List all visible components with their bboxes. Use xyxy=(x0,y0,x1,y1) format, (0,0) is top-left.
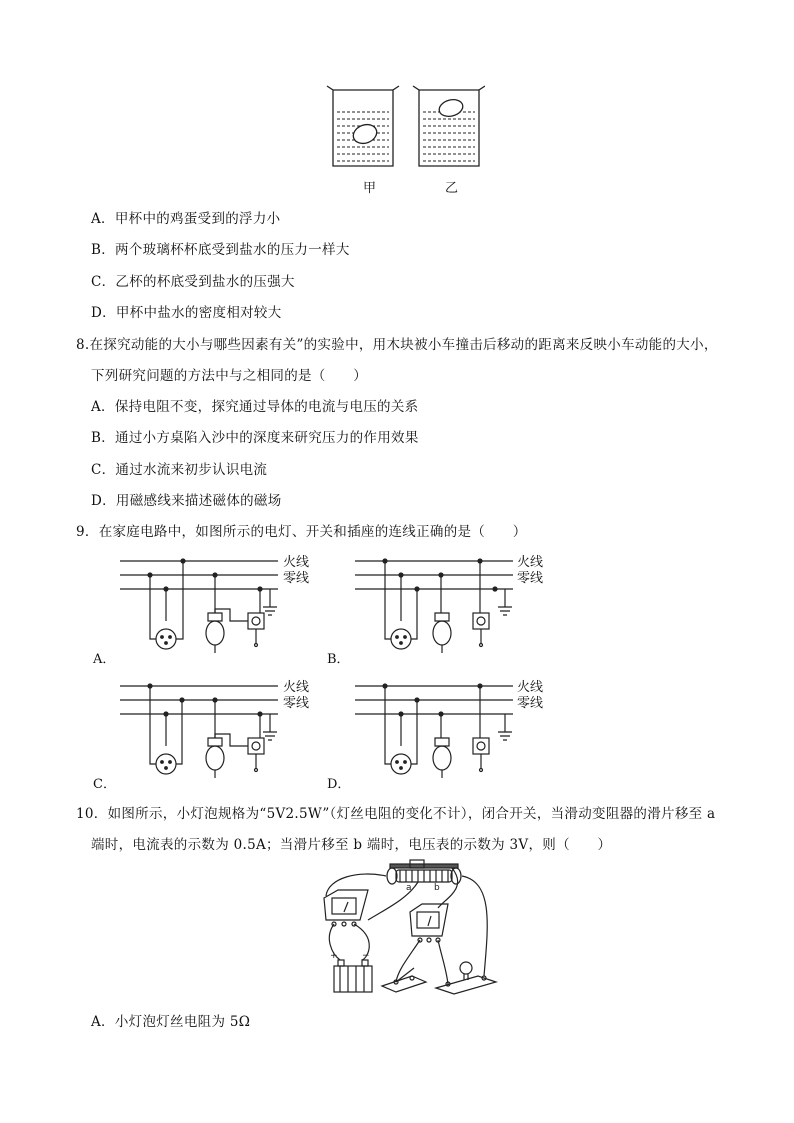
circuit-b-fire-label: 火线 xyxy=(517,555,544,570)
q7-option-b[interactable]: B．两个玻璃杯杯底受到盐水的压力一样大 xyxy=(91,242,350,258)
circuit-a-fire-label: 火线 xyxy=(283,555,310,570)
egg-jia xyxy=(351,121,380,146)
beaker-figure xyxy=(325,82,485,174)
figure-label-jia: 甲 xyxy=(363,181,377,196)
battery-minus-label: − xyxy=(362,951,370,961)
q8-option-d[interactable]: D．用磁感线来描述磁体的磁场 xyxy=(91,493,282,509)
voltmeter xyxy=(410,904,448,942)
battery xyxy=(334,960,372,992)
circuit-c-fire-label: 火线 xyxy=(283,680,310,695)
circuit-a-zero-label: 零线 xyxy=(283,571,310,586)
circuit-d-fire-label: 火线 xyxy=(517,680,544,695)
beaker-yi xyxy=(413,86,485,166)
circuit-c-zero-label: 零线 xyxy=(283,696,310,711)
battery-plus-label: + xyxy=(330,951,338,961)
q8-option-a[interactable]: A．保持电阻不变，探究通过导体的电流与电压的关系 xyxy=(91,399,419,415)
circuit-d-option-letter[interactable]: D． xyxy=(327,777,351,792)
q8-stem-line1: 8.在探究动能的大小与哪些因素有关”的实验中，用木块被小车撞击后移动的距离来反映小车动能的大小， xyxy=(76,337,718,353)
q7-option-d[interactable]: D．甲杯中盐水的密度相对较大 xyxy=(91,305,282,321)
rheostat xyxy=(387,860,461,884)
q8-option-c[interactable]: C．通过水流来初步认识电流 xyxy=(91,462,268,478)
q10-option-a[interactable]: A．小灯泡灯丝电阻为 5Ω xyxy=(91,1014,251,1030)
rheostat-label-b: b xyxy=(434,883,440,893)
rheostat-label-a: a xyxy=(406,883,412,893)
circuit-c-option-letter[interactable]: C． xyxy=(93,777,116,792)
figure-label-yi: 乙 xyxy=(445,181,459,196)
egg-yi xyxy=(437,97,464,119)
q8-option-b[interactable]: B．通过小方桌陷入沙中的深度来研究压力的作用效果 xyxy=(91,430,419,446)
circuit-d-zero-label: 零线 xyxy=(517,696,544,711)
q7-option-a[interactable]: A．甲杯中的鸡蛋受到的浮力小 xyxy=(91,211,281,227)
beaker-jia xyxy=(327,86,399,166)
q10-stem-line1: 10．如图所示，小灯泡规格为“5V2.5W”（灯丝电阻的变化不计），闭合开关，当滑动变阻器的滑片移至 a xyxy=(76,806,716,822)
q9-stem: 9．在家庭电路中，如图所示的电灯、开关和插座的连线正确的是（ ） xyxy=(76,524,527,540)
ammeter xyxy=(324,890,368,926)
q10-circuit-figure xyxy=(318,858,504,998)
q8-stem-line2: 下列研究问题的方法中与之相同的是（ ） xyxy=(91,368,367,384)
q10-stem-line2: 端时，电流表的示数为 0.5A；当滑片移至 b 端时，电压表的示数为 3V，则（ ） xyxy=(91,837,612,853)
switch xyxy=(382,968,426,992)
circuit-a-option-letter[interactable]: A． xyxy=(93,652,116,667)
circuit-b-zero-label: 零线 xyxy=(517,571,544,586)
q7-option-c[interactable]: C．乙杯的杯底受到盐水的压强大 xyxy=(91,274,295,290)
circuit-b-option-letter[interactable]: B． xyxy=(327,652,350,667)
